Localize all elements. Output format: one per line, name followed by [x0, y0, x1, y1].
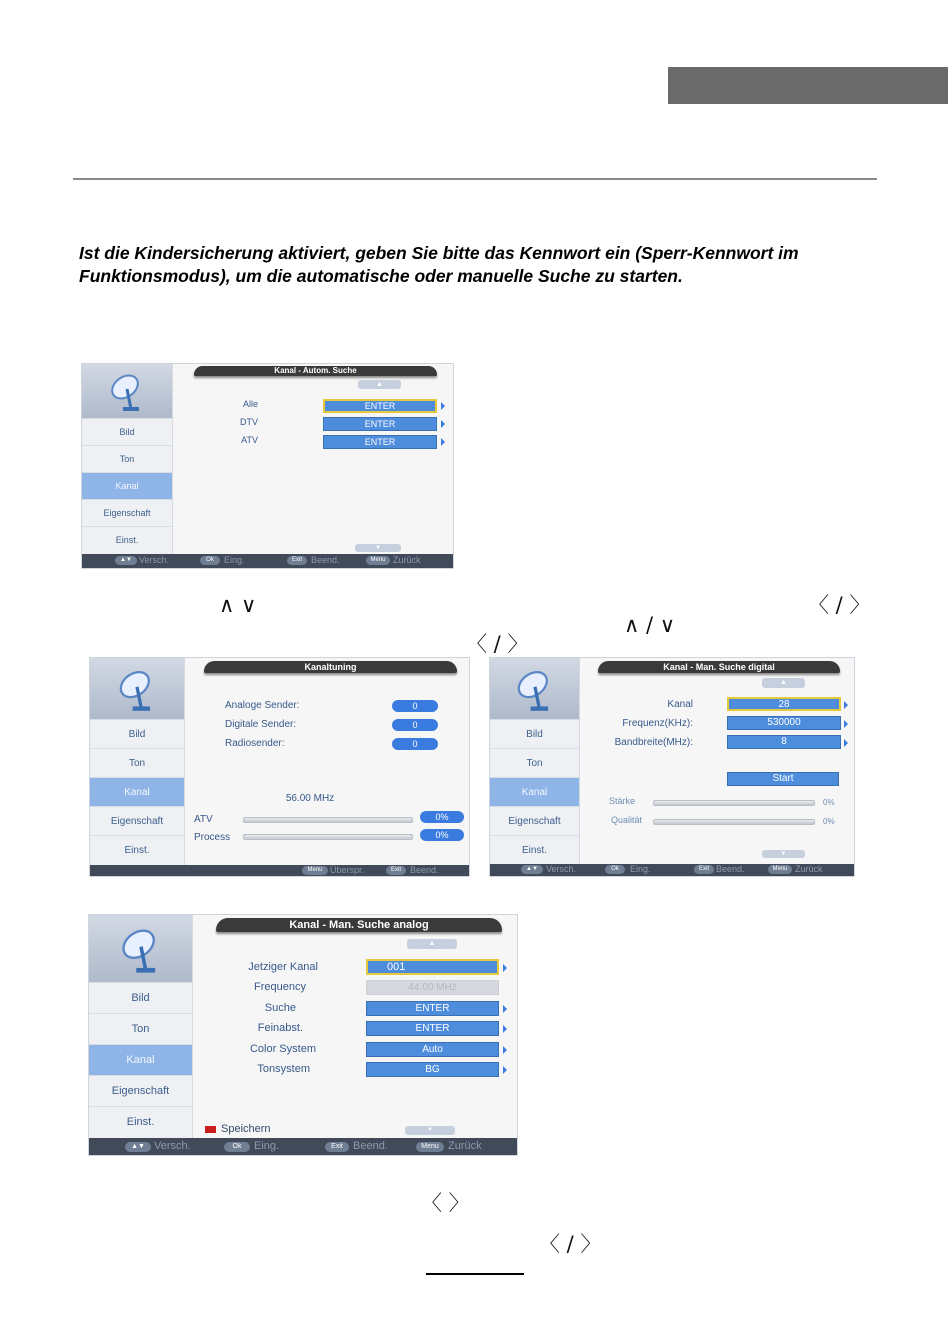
screen-title: Kanal - Man. Suche analog	[216, 918, 502, 932]
satellite-dish-icon	[490, 658, 579, 719]
sidebar-item-kanal[interactable]: Kanal	[490, 777, 579, 807]
up-down-arrows-icon: ∧ / ∨	[624, 613, 676, 637]
footer-bar	[90, 865, 469, 876]
row-label: Suche	[264, 1002, 296, 1014]
progress-value: 0%	[420, 829, 464, 841]
sidebar-item-einst[interactable]: Einst.	[90, 835, 184, 865]
arrow-right-icon	[844, 701, 848, 709]
key-hint: Zurück	[393, 555, 421, 565]
screen-title: Kanal - Man. Suche digital	[598, 661, 840, 673]
count-value: 0	[392, 719, 438, 731]
sidebar-item-kanal[interactable]: Kanal	[90, 777, 184, 807]
sidebar	[89, 915, 193, 1155]
row-label: Radiosender:	[225, 738, 285, 749]
quality-meter	[653, 819, 815, 825]
scroll-up-button[interactable]: ▲	[358, 380, 401, 389]
row-label: DTV	[240, 417, 258, 427]
key-hint: Versch.	[139, 555, 170, 565]
sidebar-item-einst[interactable]: Einst.	[490, 835, 579, 865]
footer-bar	[82, 554, 453, 568]
scroll-down-button[interactable]: ▼	[355, 544, 401, 552]
row-label: Digitale Sender:	[225, 719, 297, 730]
channel-field[interactable]: 28	[727, 697, 841, 711]
screen-title: Kanaltuning	[204, 661, 457, 673]
screen-manual-digital	[489, 657, 855, 877]
sidebar-item-bild[interactable]: Bild	[490, 719, 579, 749]
row-label: Bandbreite(MHz):	[614, 737, 693, 748]
sidebar-item-ton[interactable]: Ton	[89, 1013, 192, 1045]
row-label: Feinabst.	[257, 1022, 303, 1034]
sidebar-item-ton[interactable]: Ton	[90, 748, 184, 778]
sidebar	[490, 658, 580, 876]
sidebar-item-einst[interactable]: Einst.	[82, 526, 172, 554]
satellite-dish-icon	[82, 364, 172, 418]
key-hint: Beend.	[353, 1140, 388, 1152]
arrow-right-icon	[503, 1046, 507, 1054]
arrow-right-icon	[441, 420, 445, 428]
sidebar-item-kanal[interactable]: Kanal	[82, 472, 172, 500]
key-badge: Ok	[200, 556, 220, 565]
up-down-arrows-icon: ∧ ∨	[219, 593, 257, 617]
key-badge: ▲▼	[125, 1142, 151, 1152]
sidebar-item-ton[interactable]: Ton	[82, 445, 172, 473]
sound-system-field[interactable]: BG	[366, 1062, 499, 1077]
sidebar-item-eigenschaft[interactable]: Eigenschaft	[89, 1075, 192, 1107]
arrow-right-icon	[441, 402, 445, 410]
key-hint: Zurück	[795, 864, 823, 874]
scroll-up-button[interactable]: ▲	[762, 678, 805, 688]
start-button[interactable]: Start	[727, 772, 839, 786]
left-right-arrows-icon: 〈 〉	[421, 1191, 470, 1215]
key-hint: Versch.	[546, 864, 577, 874]
row-label: ATV	[241, 435, 258, 445]
screen-manual-analog	[88, 914, 518, 1156]
screen-title: Kanal - Autom. Suche	[194, 366, 437, 376]
left-right-arrows-icon: 〈 / 〉	[539, 1232, 602, 1256]
search-field[interactable]: ENTER	[366, 1001, 499, 1016]
color-system-field[interactable]: Auto	[366, 1042, 499, 1057]
sidebar-item-eigenschaft[interactable]: Eigenschaft	[490, 806, 579, 836]
satellite-dish-icon	[89, 915, 192, 982]
key-badge: Exit	[386, 866, 406, 875]
row-label: Color System	[249, 1043, 316, 1055]
key-badge: Exit	[325, 1142, 349, 1152]
frequency-field: 44.00 MHz	[366, 980, 499, 995]
key-badge: Ok	[605, 865, 625, 874]
sidebar	[82, 364, 173, 568]
key-hint: Versch.	[154, 1140, 191, 1152]
value-field[interactable]: ENTER	[323, 399, 437, 413]
key-badge: Menu	[416, 1142, 444, 1152]
sidebar-item-bild[interactable]: Bild	[82, 418, 172, 446]
intro-text: Ist die Kindersicherung aktiviert, geben Sie bitte das Kennwort ein (Sperr-Kennwort im Funktionsmodus), um die automatische oder manuelle Suche zu starten.	[79, 243, 799, 286]
value-field[interactable]: ENTER	[323, 435, 437, 449]
meter-label: Stärke	[609, 796, 636, 806]
row-label: Kanal	[667, 699, 693, 710]
key-hint: Beend.	[410, 865, 439, 875]
divider	[73, 178, 877, 180]
sidebar-item-ton[interactable]: Ton	[490, 748, 579, 778]
atv-progress-bar	[243, 817, 413, 823]
arrow-right-icon	[844, 720, 848, 728]
red-key-icon	[205, 1126, 216, 1133]
key-hint: Eing.	[224, 555, 245, 565]
arrow-right-icon	[503, 1005, 507, 1013]
section-header-bar	[668, 67, 948, 104]
progress-label: ATV	[194, 814, 213, 825]
current-channel-field[interactable]: 001	[366, 959, 499, 975]
count-value: 0	[392, 738, 438, 750]
bandwidth-field[interactable]: 8	[727, 735, 841, 749]
screen-channel-tuning	[89, 657, 470, 877]
key-badge: Menu	[768, 865, 792, 874]
footer-bar	[89, 1138, 517, 1155]
arrow-right-icon	[844, 739, 848, 747]
arrow-right-icon	[503, 964, 507, 972]
scroll-up-button[interactable]: ▲	[407, 939, 457, 949]
scroll-down-button[interactable]: ▼	[762, 850, 805, 858]
key-badge: ▲▼	[521, 865, 543, 874]
screen-auto-search	[81, 363, 454, 569]
frequency-readout: 56.00 MHz	[285, 793, 335, 804]
meter-label: Qualität	[611, 815, 643, 825]
arrow-right-icon	[503, 1025, 507, 1033]
sidebar-item-bild[interactable]: Bild	[89, 982, 192, 1014]
count-value: 0	[392, 700, 438, 712]
row-label: Frequenz(KHz):	[622, 718, 693, 729]
sidebar-item-eigenschaft[interactable]: Eigenschaft	[82, 499, 172, 527]
arrow-right-icon	[441, 438, 445, 446]
sidebar-item-bild[interactable]: Bild	[90, 719, 184, 749]
process-progress-bar	[243, 834, 413, 840]
meter-value: 0%	[823, 817, 835, 826]
key-badge: ▲▼	[115, 556, 137, 565]
value-field[interactable]: ENTER	[323, 417, 437, 431]
row-label: Analoge Sender:	[225, 700, 300, 711]
save-label[interactable]: Speichern	[221, 1123, 271, 1135]
key-badge: Exit	[694, 865, 714, 874]
arrow-right-icon	[503, 1066, 507, 1074]
sidebar	[90, 658, 185, 876]
strength-meter	[653, 800, 815, 806]
key-hint: Eing.	[254, 1140, 280, 1152]
key-hint: Beend.	[716, 864, 745, 874]
key-hint: Zurück	[448, 1140, 482, 1152]
progress-value: 0%	[420, 811, 464, 823]
satellite-dish-icon	[90, 658, 184, 719]
key-badge: Ok	[224, 1142, 250, 1152]
key-badge: Exit	[287, 556, 307, 565]
row-label: Alle	[242, 399, 258, 409]
key-hint: Eing.	[630, 864, 651, 874]
sidebar-item-einst[interactable]: Einst.	[89, 1106, 192, 1138]
progress-label: Process	[194, 832, 231, 843]
key-hint: Beend.	[311, 555, 340, 565]
underline	[426, 1273, 524, 1275]
left-right-arrows-icon: 〈 / 〉	[808, 593, 871, 617]
row-label: Jetziger Kanal	[248, 961, 318, 973]
row-label: Tonsystem	[257, 1063, 310, 1075]
meter-value: 0%	[823, 798, 835, 807]
key-badge: Menu	[366, 556, 390, 565]
footer-bar	[490, 864, 854, 876]
key-badge: Menu	[302, 866, 328, 875]
left-right-arrows-icon: 〈 / 〉	[466, 632, 529, 656]
row-label: Frequency	[254, 981, 306, 993]
scroll-down-button[interactable]: ▼	[405, 1126, 455, 1135]
fine-tune-field[interactable]: ENTER	[366, 1021, 499, 1036]
sidebar-item-eigenschaft[interactable]: Eigenschaft	[90, 806, 184, 836]
key-hint: Überspr.	[330, 865, 365, 875]
sidebar-item-kanal[interactable]: Kanal	[89, 1044, 192, 1076]
frequency-field[interactable]: 530000	[727, 716, 841, 730]
